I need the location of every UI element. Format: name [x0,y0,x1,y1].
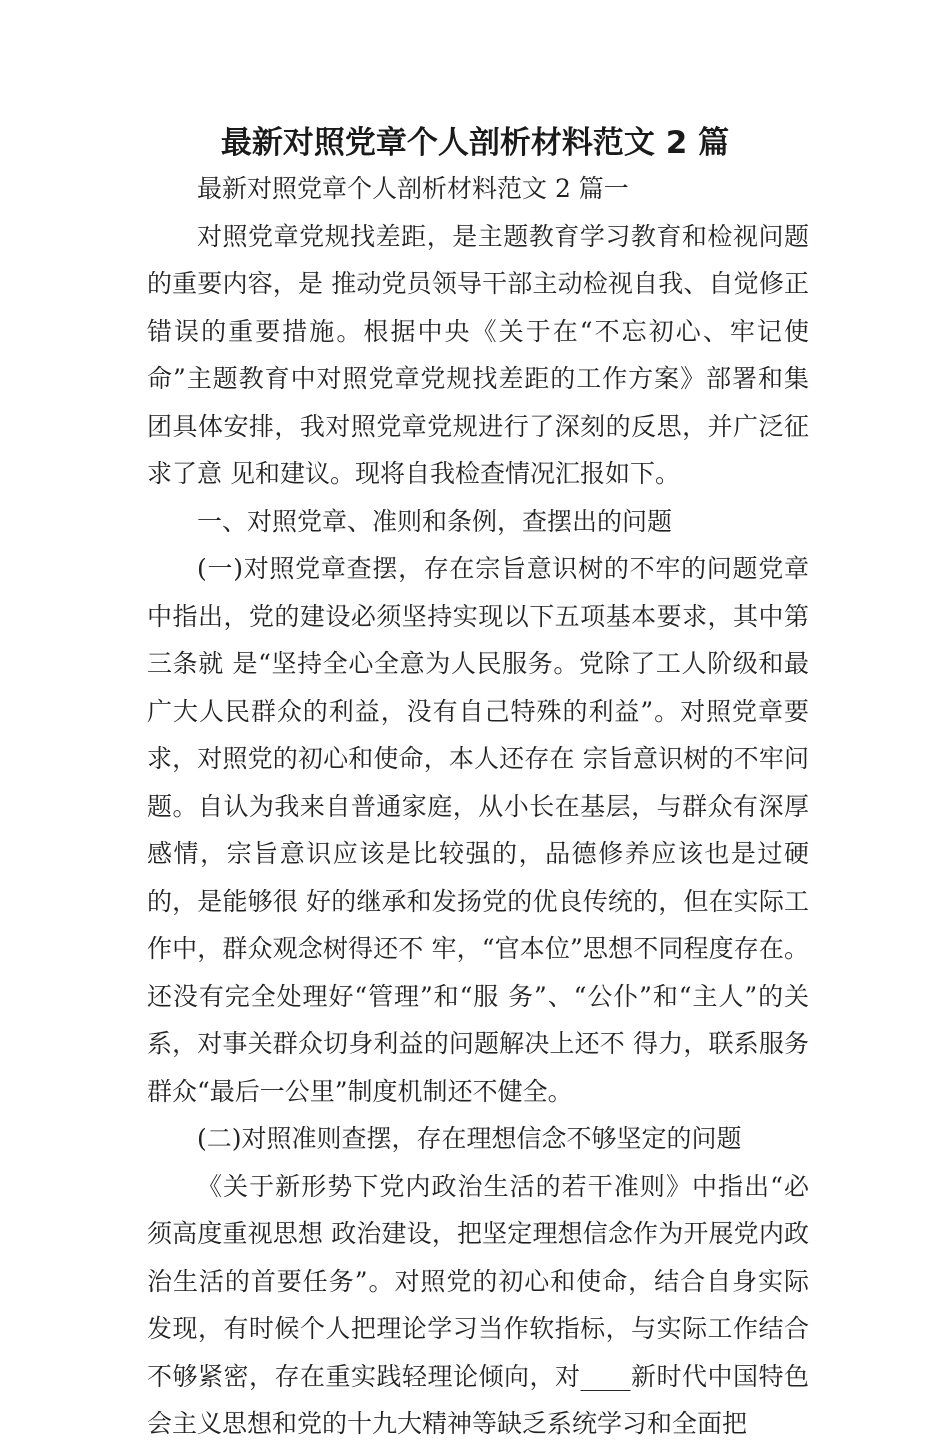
body-paragraph: 《关于新形势下党内政治生活的若干准则》中指出“必须高度重视思想 政治建设，把坚定理想信念作为开展党内政治生活的首要任务”。对照党的初心和使命，结合自身实际发现，有时候个人把理论学习当作软指标，与实际工作结合不够紧密，存在重实践轻理论倾向，对____新时代中国特色会主义思想和党的十九大精神等缺乏系统学习和全面把 [147,1171,809,1438]
section-heading: (二)对照准则查摆，存在理想信念不够坚定的问题 [197,1124,742,1153]
section-heading: 一、对照党章、准则和条例，查摆出的问题 [197,506,673,536]
document-body [147,165,809,1448]
section-heading: 最新对照党章个人剖析材料范文 2 篇一 [197,174,629,203]
document-title: 最新对照党章个人剖析材料范文 2 篇 [220,125,730,161]
body-paragraph: (一)对照党章查摆，存在宗旨意识树的不牢的问题党章中指出，党的建设必须坚持实现以下五项基本要求，其中第三条就 是“坚持全心全意为人民服务。党除了工人阶级和最广大人民群众的利益，没有自己特殊的利益”。对照党章要求，对照党的初心和使命，本人还存在 宗旨意识树的不牢问题。自认为我来自普通家庭，从小长在基层，与群众有深厚感情，宗旨意识应该是比较强的，品德修养应该也是过硬的，是能够很 好的继承和发扬党的优良传统的，但在实际工作中，群众观念树得还不 牢，“官本位”思想不同程度存在。还没有完全处理好“管理”和“服 务”、“公仆”和“主人”的关系，对事关群众切身利益的问题解决上还不 得力，联系服务群众“最后一公里”制度机制还不健全。 [147,554,809,1106]
body-paragraph: 对照党章党规找差距，是主题教育学习教育和检视问题的重要内容，是 推动党员领导干部主动检视自我、自觉修正错误的重要措施。根据中央《关于在“不忘初心、牢记使命”主题教育中对照党章党规找差距的工作方案》部署和集团具体安排，我对照党章党规进行了深刻的反思，并广泛征求了意 见和建议。现将自我检查情况汇报如下。 [147,221,809,488]
